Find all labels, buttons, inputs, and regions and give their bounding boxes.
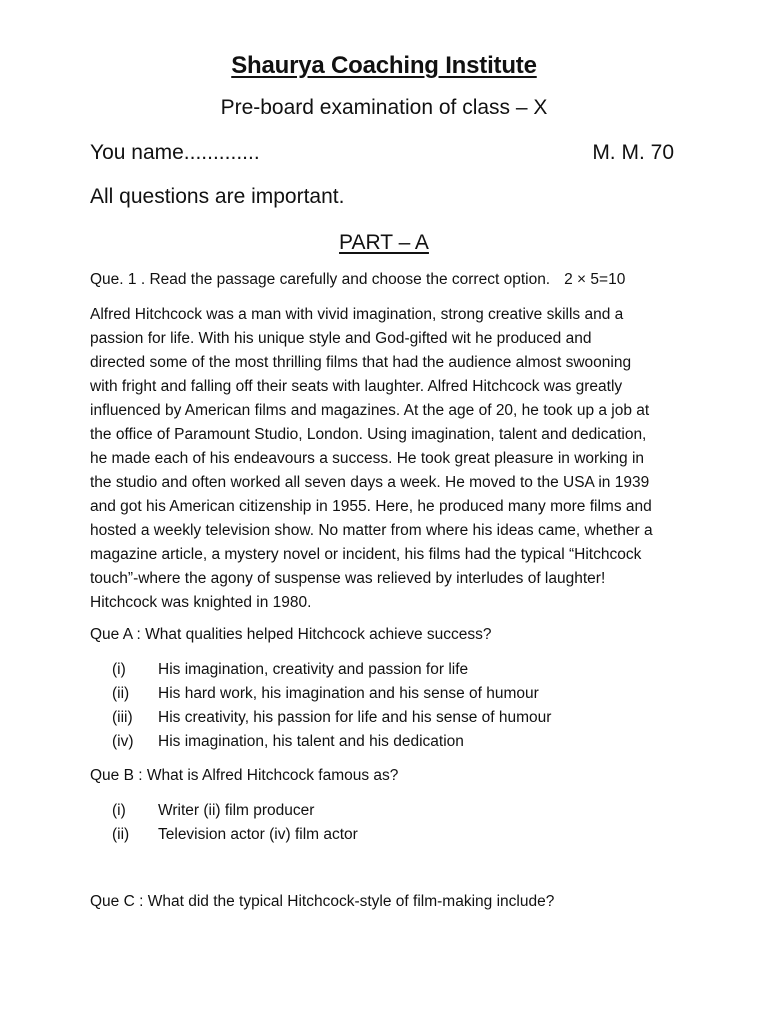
question-1-heading	[90, 271, 690, 289]
question-b: Que B : What is Alfred Hitchcock famous as?	[90, 767, 399, 784]
option-number: (ii)	[112, 826, 130, 843]
passage-line: directed some of the most thrilling films that had the audience almost swooning	[90, 354, 632, 371]
option-item	[112, 823, 358, 847]
question-a: Que A : What qualities helped Hitchcock achieve success?	[90, 626, 492, 643]
option-item	[112, 730, 551, 754]
passage-line: the office of Paramount Studio, London. Using imagination, talent and dedication,	[90, 426, 647, 443]
passage-line: and got his American citizenship in 1955. Here, he produced many more films and	[90, 498, 652, 515]
passage-line: the studio and often worked all seven days a week. He moved to the USA in 1939	[90, 474, 650, 491]
option-number: (i)	[112, 661, 126, 678]
option-item	[112, 682, 551, 706]
question-a-options	[112, 658, 551, 754]
question-c: Que C : What did the typical Hitchcock-style of film-making include?	[90, 893, 555, 910]
option-text: His hard work, his imagination and his sense of humour	[158, 685, 539, 702]
part-heading: PART – A	[339, 231, 429, 254]
question-1-marks: 2 × 5=10	[564, 271, 626, 288]
passage-line: Hitchcock was knighted in 1980.	[90, 594, 312, 611]
student-name-label: You name.............	[90, 141, 260, 164]
passage-line: passion for life. With his unique style and God-gifted wit he produced and	[90, 330, 592, 347]
exam-subtitle: Pre-board examination of class – X	[220, 96, 548, 119]
option-text: His creativity, his passion for life and his sense of humour	[158, 709, 552, 726]
option-number: (i)	[112, 802, 126, 819]
name-marks-row	[90, 141, 674, 165]
passage-line: influenced by American films and magazines. At the age of 20, he took up a job at	[90, 402, 650, 419]
general-instructions: All questions are important.	[90, 185, 345, 208]
option-item	[112, 706, 551, 730]
passage-line: he made each of his endeavours a success. He took great pleasure in working in	[90, 450, 645, 467]
passage-line: touch”-where the agony of suspense was relieved by interludes of laughter!	[90, 570, 606, 587]
passage-line: Alfred Hitchcock was a man with vivid imagination, strong creative skills and a	[90, 306, 624, 323]
option-number: (iv)	[112, 733, 134, 750]
option-item	[112, 658, 551, 682]
option-number: (ii)	[112, 685, 130, 702]
passage-line: hosted a weekly television show. No matter from where his ideas came, whether a	[90, 522, 653, 539]
option-text: Television actor (iv) film actor	[158, 826, 358, 843]
option-number: (iii)	[112, 709, 133, 726]
passage-line: magazine article, a mystery novel or incident, his films had the typical “Hitchcock	[90, 546, 642, 563]
option-text: His imagination, his talent and his dedication	[158, 733, 464, 750]
institute-title: Shaurya Coaching Institute	[231, 52, 537, 79]
option-item	[112, 799, 358, 823]
option-text: His imagination, creativity and passion for life	[158, 661, 469, 678]
reading-passage	[90, 303, 690, 615]
question-1-prompt: Que. 1 . Read the passage carefully and choose the correct option.	[90, 271, 551, 288]
passage-line: with fright and falling off their seats with laughter. Alfred Hitchcock was greatly	[90, 378, 623, 395]
max-marks: M. M. 70	[592, 141, 674, 164]
question-b-options	[112, 799, 358, 847]
option-text: Writer (ii) film producer	[158, 802, 315, 819]
